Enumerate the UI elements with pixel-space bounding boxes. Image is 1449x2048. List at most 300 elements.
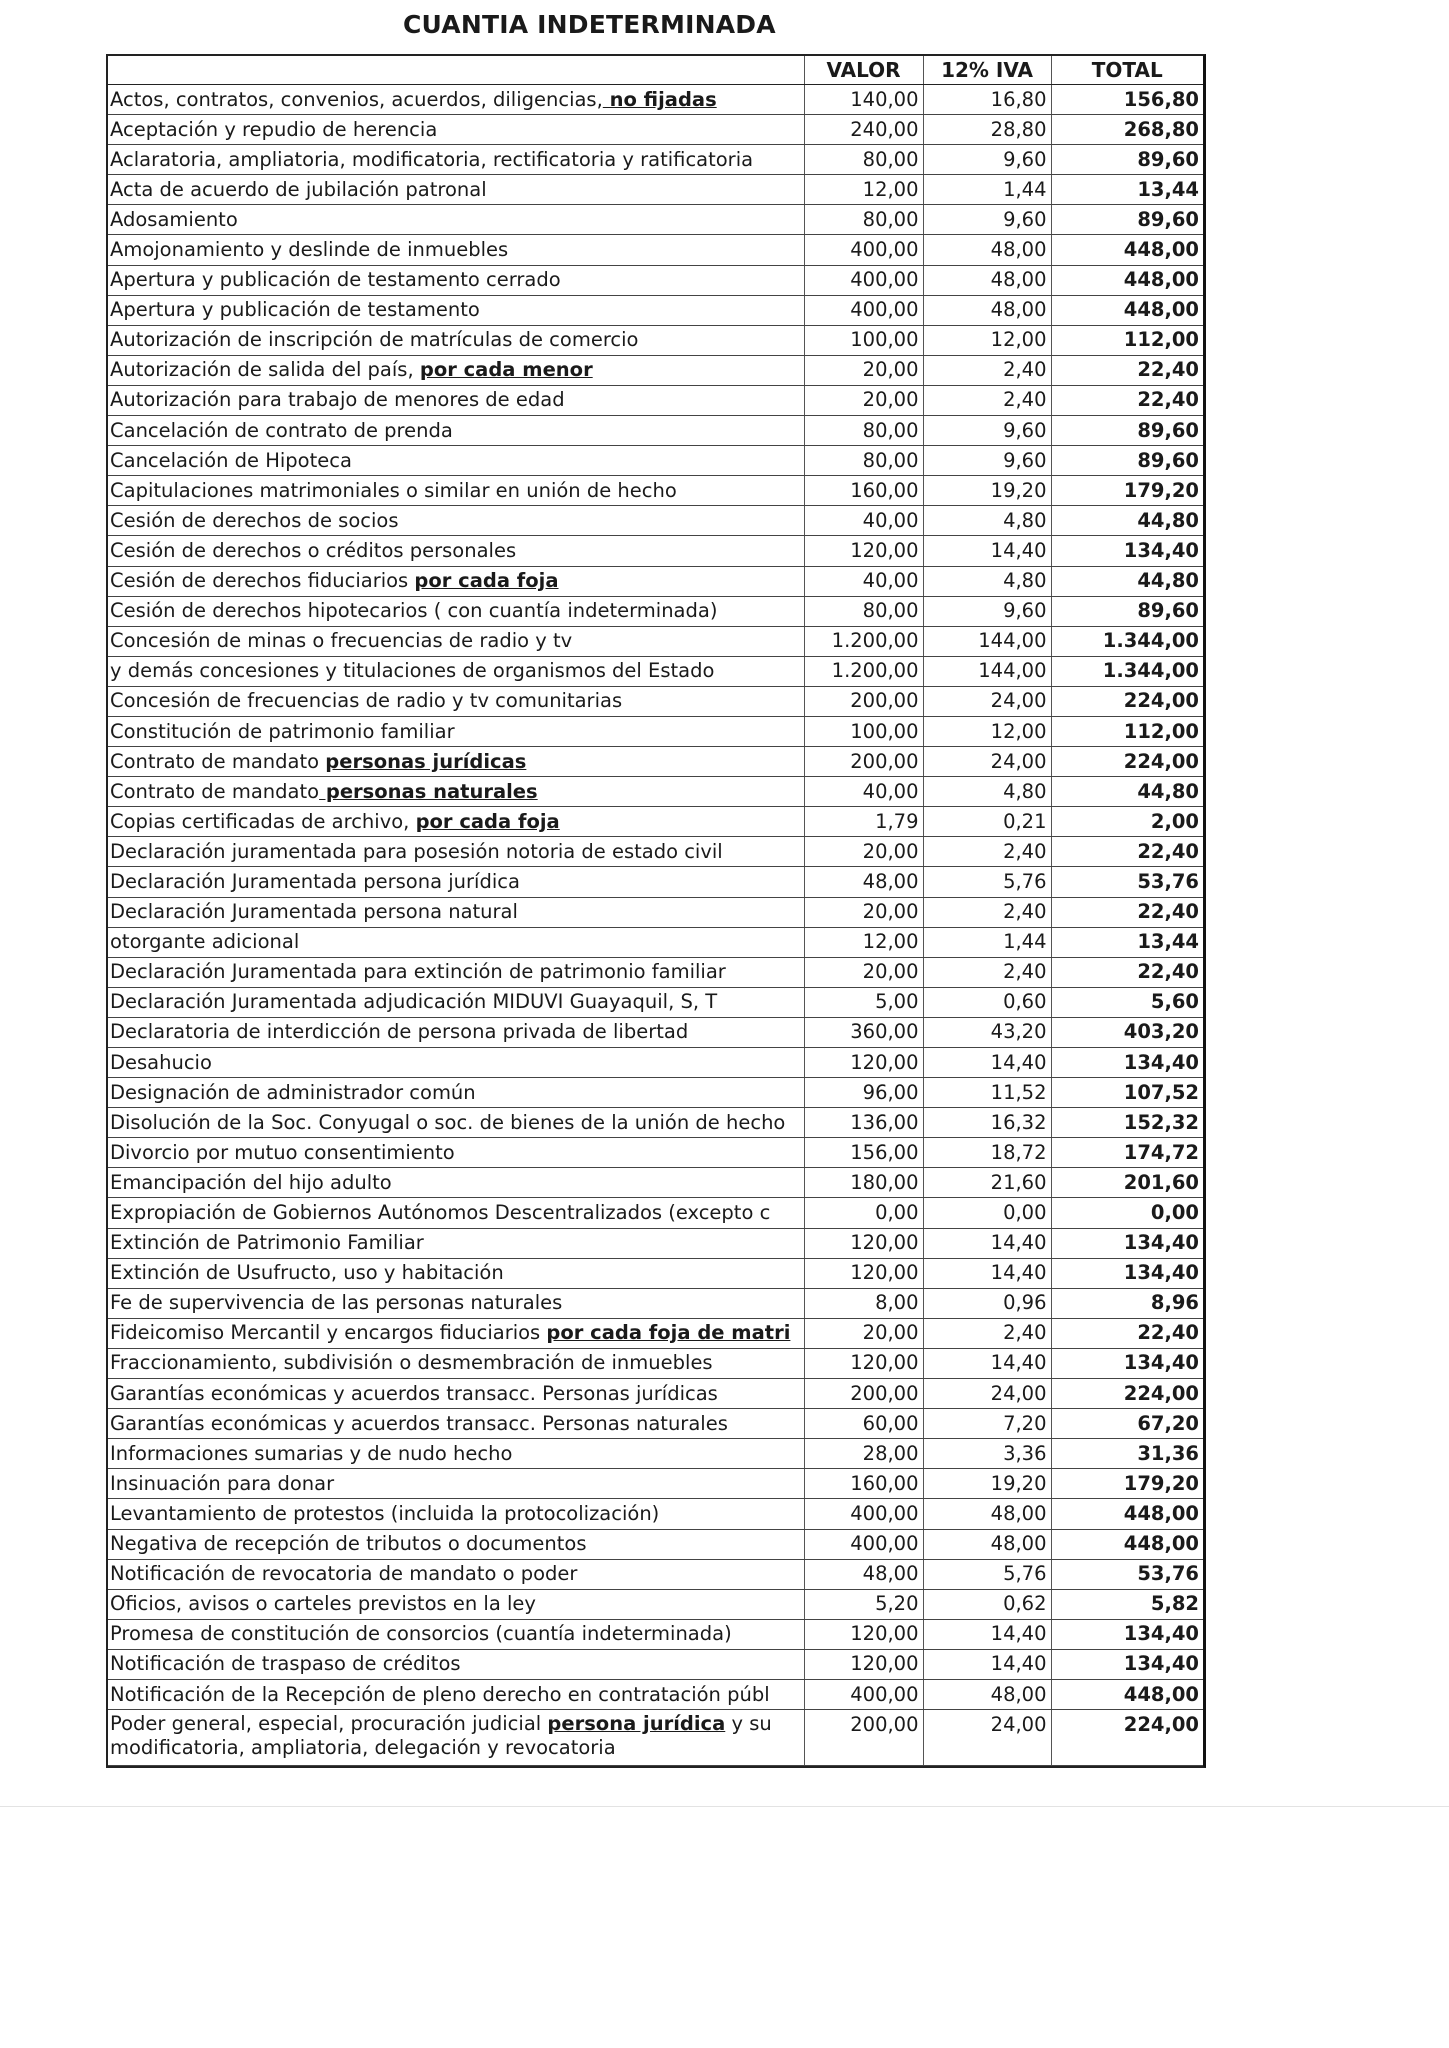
row-iva: 144,00 xyxy=(923,656,1051,686)
description-text: Insinuación para donar xyxy=(110,1471,335,1495)
description-text: Fe de supervivencia de las personas naturales xyxy=(110,1291,563,1315)
row-total: 53,76 xyxy=(1051,1559,1203,1589)
description-text: Adosamiento xyxy=(110,207,238,231)
row-iva: 9,60 xyxy=(923,596,1051,626)
table-row xyxy=(108,626,1203,656)
table-row xyxy=(108,867,1203,897)
description-text: Designación de administrador común xyxy=(110,1080,476,1104)
row-description xyxy=(108,205,804,235)
row-iva: 24,00 xyxy=(923,1710,1051,1766)
header-iva: 12% IVA xyxy=(923,56,1051,85)
table-row xyxy=(108,416,1203,446)
row-total: 134,40 xyxy=(1051,1348,1203,1378)
description-text: Aceptación y repudio de herencia xyxy=(110,117,438,141)
table-row xyxy=(108,686,1203,716)
table-row xyxy=(108,115,1203,145)
row-description xyxy=(108,807,804,837)
row-iva: 48,00 xyxy=(923,295,1051,325)
row-iva: 16,32 xyxy=(923,1108,1051,1138)
row-valor: 100,00 xyxy=(804,325,923,355)
row-iva: 2,40 xyxy=(923,897,1051,927)
row-description xyxy=(108,1108,804,1138)
row-iva: 4,80 xyxy=(923,777,1051,807)
table-row xyxy=(108,987,1203,1017)
row-description xyxy=(108,1168,804,1198)
row-valor: 20,00 xyxy=(804,355,923,385)
row-valor: 40,00 xyxy=(804,777,923,807)
row-valor: 400,00 xyxy=(804,1499,923,1529)
row-description xyxy=(108,1288,804,1318)
row-valor: 20,00 xyxy=(804,385,923,415)
row-description xyxy=(108,265,804,295)
row-description xyxy=(108,747,804,777)
row-total: 152,32 xyxy=(1051,1108,1203,1138)
row-valor: 40,00 xyxy=(804,566,923,596)
row-total: 22,40 xyxy=(1051,355,1203,385)
row-iva: 28,80 xyxy=(923,115,1051,145)
description-text: Cancelación de contrato de prenda xyxy=(110,418,453,442)
row-iva: 48,00 xyxy=(923,265,1051,295)
table-row xyxy=(108,566,1203,596)
row-valor: 96,00 xyxy=(804,1078,923,1108)
row-total: 89,60 xyxy=(1051,596,1203,626)
row-total: 0,00 xyxy=(1051,1198,1203,1228)
row-valor: 20,00 xyxy=(804,957,923,987)
description-text: Cesión de derechos hipotecarios ( con cuantía indeterminada) xyxy=(110,599,718,623)
row-description xyxy=(108,1258,804,1288)
row-valor: 400,00 xyxy=(804,265,923,295)
row-total: 89,60 xyxy=(1051,145,1203,175)
row-total: 22,40 xyxy=(1051,897,1203,927)
row-description xyxy=(108,716,804,746)
row-iva: 0,60 xyxy=(923,987,1051,1017)
row-total: 1.344,00 xyxy=(1051,656,1203,686)
row-iva: 48,00 xyxy=(923,1679,1051,1709)
row-description xyxy=(108,1048,804,1078)
row-iva: 1,44 xyxy=(923,927,1051,957)
row-iva: 0,00 xyxy=(923,1198,1051,1228)
description-text: Notificación de traspaso de créditos xyxy=(110,1652,461,1676)
row-total: 112,00 xyxy=(1051,716,1203,746)
description-text: Disolución de la Soc. Conyugal o soc. de bienes de la unión de hecho xyxy=(110,1110,786,1134)
table-row xyxy=(108,1017,1203,1047)
row-valor: 400,00 xyxy=(804,1529,923,1559)
table-row xyxy=(108,175,1203,205)
row-description xyxy=(108,777,804,807)
row-total: 134,40 xyxy=(1051,1228,1203,1258)
table-row xyxy=(108,1559,1203,1589)
row-total: 112,00 xyxy=(1051,325,1203,355)
row-iva: 9,60 xyxy=(923,205,1051,235)
row-valor: 120,00 xyxy=(804,1348,923,1378)
table-row xyxy=(108,235,1203,265)
description-text: Informaciones sumarias y de nudo hecho xyxy=(110,1441,513,1465)
row-total: 8,96 xyxy=(1051,1288,1203,1318)
description-tail: y su modificatoria, ampliatoria, delegación y revocatoria xyxy=(110,1712,772,1760)
row-description xyxy=(108,1017,804,1047)
table-row xyxy=(108,85,1203,115)
table-header-row xyxy=(108,56,1203,85)
description-text: Extinción de Usufructo, uso y habitación xyxy=(110,1261,504,1285)
description-text: Negativa de recepción de tributos o documentos xyxy=(110,1532,587,1556)
description-text: Fraccionamiento, subdivisión o desmembración de inmuebles xyxy=(110,1351,713,1375)
row-description xyxy=(108,85,804,115)
row-description xyxy=(108,1409,804,1439)
description-text: Extinción de Patrimonio Familiar xyxy=(110,1231,424,1255)
row-total: 134,40 xyxy=(1051,1258,1203,1288)
row-total: 53,76 xyxy=(1051,867,1203,897)
row-total: 5,60 xyxy=(1051,987,1203,1017)
table-row xyxy=(108,1318,1203,1348)
row-iva: 3,36 xyxy=(923,1439,1051,1469)
row-description xyxy=(108,1499,804,1529)
table-row xyxy=(108,1469,1203,1499)
description-text: Autorización de inscripción de matrículas de comercio xyxy=(110,328,639,352)
description-emphasis: persona jurídica xyxy=(547,1712,726,1736)
table-row xyxy=(108,927,1203,957)
row-valor: 360,00 xyxy=(804,1017,923,1047)
table-row xyxy=(108,1078,1203,1108)
row-valor: 80,00 xyxy=(804,205,923,235)
row-description xyxy=(108,476,804,506)
row-total: 31,36 xyxy=(1051,1439,1203,1469)
description-text: Emancipación del hijo adulto xyxy=(110,1170,392,1194)
row-valor: 120,00 xyxy=(804,536,923,566)
row-iva: 48,00 xyxy=(923,235,1051,265)
row-description xyxy=(108,1379,804,1409)
row-iva: 5,76 xyxy=(923,867,1051,897)
table-row xyxy=(108,1228,1203,1258)
table-row xyxy=(108,476,1203,506)
row-description xyxy=(108,1439,804,1469)
row-valor: 200,00 xyxy=(804,1710,923,1766)
description-emphasis: por cada foja de matri xyxy=(546,1321,791,1345)
table-row xyxy=(108,1048,1203,1078)
row-total: 224,00 xyxy=(1051,1379,1203,1409)
row-iva: 0,62 xyxy=(923,1589,1051,1619)
description-emphasis: por cada foja xyxy=(415,809,560,833)
row-total: 67,20 xyxy=(1051,1409,1203,1439)
table-row xyxy=(108,355,1203,385)
page-title: CUANTIA INDETERMINADA xyxy=(403,10,776,39)
row-total: 44,80 xyxy=(1051,506,1203,536)
table-row xyxy=(108,807,1203,837)
row-valor: 28,00 xyxy=(804,1439,923,1469)
row-iva: 21,60 xyxy=(923,1168,1051,1198)
row-valor: 400,00 xyxy=(804,295,923,325)
row-total: 156,80 xyxy=(1051,85,1203,115)
row-description xyxy=(108,837,804,867)
row-valor: 5,00 xyxy=(804,987,923,1017)
description-text: Poder general, especial, procuración judicial xyxy=(110,1712,548,1736)
description-text: Oficios, avisos o carteles previstos en la ley xyxy=(110,1592,536,1616)
row-iva: 9,60 xyxy=(923,416,1051,446)
table-row xyxy=(108,1258,1203,1288)
table-row xyxy=(108,656,1203,686)
row-iva: 9,60 xyxy=(923,145,1051,175)
row-total: 134,40 xyxy=(1051,1048,1203,1078)
description-emphasis: por cada menor xyxy=(419,358,593,382)
row-valor: 120,00 xyxy=(804,1649,923,1679)
row-total: 22,40 xyxy=(1051,385,1203,415)
row-valor: 180,00 xyxy=(804,1168,923,1198)
description-text: Aclaratoria, ampliatoria, modificatoria, rectificatoria y ratificatoria xyxy=(110,147,754,171)
description-text: Copias certificadas de archivo, xyxy=(110,809,416,833)
table-row xyxy=(108,1348,1203,1378)
row-iva: 14,40 xyxy=(923,1649,1051,1679)
table-row xyxy=(108,265,1203,295)
table-row xyxy=(108,1589,1203,1619)
row-valor: 1.200,00 xyxy=(804,626,923,656)
row-total: 107,52 xyxy=(1051,1078,1203,1108)
description-text: Declaración Juramentada persona natural xyxy=(110,900,518,924)
row-description xyxy=(108,536,804,566)
row-iva: 2,40 xyxy=(923,385,1051,415)
row-iva: 43,20 xyxy=(923,1017,1051,1047)
row-total: 448,00 xyxy=(1051,1679,1203,1709)
row-valor: 48,00 xyxy=(804,1559,923,1589)
row-iva: 144,00 xyxy=(923,626,1051,656)
table-body xyxy=(108,85,1203,1766)
header-total: TOTAL xyxy=(1051,56,1203,85)
row-valor: 80,00 xyxy=(804,145,923,175)
description-text: Capitulaciones matrimoniales o similar en unión de hecho xyxy=(110,478,677,502)
row-description xyxy=(108,1529,804,1559)
table-row xyxy=(108,837,1203,867)
row-description xyxy=(108,295,804,325)
row-iva: 2,40 xyxy=(923,957,1051,987)
table-row xyxy=(108,325,1203,355)
description-emphasis: personas naturales xyxy=(319,779,538,803)
row-description xyxy=(108,1138,804,1168)
row-description xyxy=(108,957,804,987)
description-text: Promesa de constitución de consorcios (cuantía indeterminada) xyxy=(110,1622,732,1646)
description-emphasis: personas jurídicas xyxy=(325,749,527,773)
row-description xyxy=(108,115,804,145)
description-text: Declaración Juramentada para extinción de patrimonio familiar xyxy=(110,960,726,984)
table-row xyxy=(108,1168,1203,1198)
description-text: Declaración Juramentada persona jurídica xyxy=(110,869,520,893)
row-valor: 12,00 xyxy=(804,175,923,205)
table-row xyxy=(108,1679,1203,1709)
description-text: Notificación de revocatoria de mandato o poder xyxy=(110,1562,578,1586)
header-valor: VALOR xyxy=(804,56,923,85)
row-iva: 7,20 xyxy=(923,1409,1051,1439)
row-description xyxy=(108,1078,804,1108)
description-text: Contrato de mandato xyxy=(110,749,326,773)
row-total: 448,00 xyxy=(1051,1529,1203,1559)
row-iva: 19,20 xyxy=(923,476,1051,506)
description-text: Apertura y publicación de testamento xyxy=(110,298,480,322)
row-valor: 60,00 xyxy=(804,1409,923,1439)
row-iva: 5,76 xyxy=(923,1559,1051,1589)
description-emphasis: por cada foja xyxy=(414,569,559,593)
row-valor: 120,00 xyxy=(804,1048,923,1078)
row-iva: 2,40 xyxy=(923,837,1051,867)
description-text: Declaratoria de interdicción de persona privada de libertad xyxy=(110,1020,689,1044)
row-description xyxy=(108,1198,804,1228)
row-valor: 160,00 xyxy=(804,476,923,506)
row-total: 44,80 xyxy=(1051,566,1203,596)
table-row xyxy=(108,1619,1203,1649)
row-description xyxy=(108,1469,804,1499)
row-description xyxy=(108,1348,804,1378)
row-description xyxy=(108,626,804,656)
row-description xyxy=(108,506,804,536)
row-iva: 14,40 xyxy=(923,1258,1051,1288)
description-text: Amojonamiento y deslinde de inmuebles xyxy=(110,238,509,262)
row-valor: 0,00 xyxy=(804,1198,923,1228)
description-text: Levantamiento de protestos (incluida la protocolización) xyxy=(110,1501,660,1525)
row-total: 89,60 xyxy=(1051,416,1203,446)
row-valor: 20,00 xyxy=(804,897,923,927)
row-valor: 200,00 xyxy=(804,1379,923,1409)
table-row xyxy=(108,145,1203,175)
description-text: otorgante adicional xyxy=(110,930,300,954)
row-valor: 140,00 xyxy=(804,85,923,115)
row-valor: 8,00 xyxy=(804,1288,923,1318)
row-valor: 48,00 xyxy=(804,867,923,897)
table-row xyxy=(108,1439,1203,1469)
row-iva: 24,00 xyxy=(923,686,1051,716)
description-text: Garantías económicas y acuerdos transacc. Personas naturales xyxy=(110,1411,728,1435)
row-total: 134,40 xyxy=(1051,536,1203,566)
scan-edge-line xyxy=(0,1806,1449,1807)
row-valor: 20,00 xyxy=(804,1318,923,1348)
row-iva: 14,40 xyxy=(923,1348,1051,1378)
row-iva: 2,40 xyxy=(923,1318,1051,1348)
row-total: 224,00 xyxy=(1051,686,1203,716)
row-valor: 136,00 xyxy=(804,1108,923,1138)
row-iva: 14,40 xyxy=(923,1619,1051,1649)
table-row xyxy=(108,536,1203,566)
row-valor: 120,00 xyxy=(804,1619,923,1649)
row-description xyxy=(108,927,804,957)
row-description xyxy=(108,1649,804,1679)
row-valor: 5,20 xyxy=(804,1589,923,1619)
description-text: Apertura y publicación de testamento cerrado xyxy=(110,268,561,292)
row-total: 134,40 xyxy=(1051,1619,1203,1649)
table-row xyxy=(108,1529,1203,1559)
row-valor: 100,00 xyxy=(804,716,923,746)
row-total: 174,72 xyxy=(1051,1138,1203,1168)
table-row xyxy=(108,446,1203,476)
table-row xyxy=(108,1108,1203,1138)
description-text: Cesión de derechos de socios xyxy=(110,508,399,532)
row-description xyxy=(108,1589,804,1619)
description-text: Expropiación de Gobiernos Autónomos Descentralizados (excepto c xyxy=(110,1201,771,1225)
row-iva: 19,20 xyxy=(923,1469,1051,1499)
description-text: Autorización para trabajo de menores de edad xyxy=(110,388,565,412)
row-description xyxy=(108,385,804,415)
row-total: 44,80 xyxy=(1051,777,1203,807)
description-text: Declaración Juramentada adjudicación MIDUVI Guayaquil, S, T xyxy=(110,990,718,1014)
row-iva: 24,00 xyxy=(923,747,1051,777)
row-description xyxy=(108,1559,804,1589)
table-row xyxy=(108,897,1203,927)
table-row xyxy=(108,1649,1203,1679)
description-text: Fideicomiso Mercantil y encargos fiduciarios xyxy=(110,1321,547,1345)
row-total: 179,20 xyxy=(1051,476,1203,506)
row-total: 22,40 xyxy=(1051,957,1203,987)
row-valor: 400,00 xyxy=(804,1679,923,1709)
description-text: Concesión de frecuencias de radio y tv comunitarias xyxy=(110,689,623,713)
row-iva: 12,00 xyxy=(923,325,1051,355)
row-total: 1.344,00 xyxy=(1051,626,1203,656)
description-text: Actos, contratos, convenios, acuerdos, diligencias, xyxy=(110,87,603,111)
row-iva: 1,44 xyxy=(923,175,1051,205)
description-text: Concesión de minas o frecuencias de radio y tv xyxy=(110,629,573,653)
description-text: y demás concesiones y titulaciones de organismos del Estado xyxy=(110,659,715,683)
row-iva: 9,60 xyxy=(923,446,1051,476)
table-row xyxy=(108,1379,1203,1409)
row-total: 448,00 xyxy=(1051,1499,1203,1529)
table-row xyxy=(108,777,1203,807)
row-iva: 18,72 xyxy=(923,1138,1051,1168)
description-text: Autorización de salida del país, xyxy=(110,358,420,382)
description-text: Desahucio xyxy=(110,1050,212,1074)
row-valor: 40,00 xyxy=(804,506,923,536)
row-description xyxy=(108,325,804,355)
row-description xyxy=(108,175,804,205)
table-row xyxy=(108,957,1203,987)
table-row xyxy=(108,1499,1203,1529)
row-total: 268,80 xyxy=(1051,115,1203,145)
table-row xyxy=(108,1288,1203,1318)
row-description xyxy=(108,446,804,476)
row-iva: 2,40 xyxy=(923,355,1051,385)
row-valor: 156,00 xyxy=(804,1138,923,1168)
row-total: 13,44 xyxy=(1051,175,1203,205)
row-total: 89,60 xyxy=(1051,446,1203,476)
row-iva: 12,00 xyxy=(923,716,1051,746)
row-description xyxy=(108,1679,804,1709)
row-iva: 48,00 xyxy=(923,1529,1051,1559)
description-text: Cesión de derechos o créditos personales xyxy=(110,538,517,562)
table-row xyxy=(108,506,1203,536)
description-text: Acta de acuerdo de jubilación patronal xyxy=(110,177,487,201)
row-iva: 16,80 xyxy=(923,85,1051,115)
description-text: Divorcio por mutuo consentimiento xyxy=(110,1140,455,1164)
row-valor: 400,00 xyxy=(804,235,923,265)
row-description xyxy=(108,1710,804,1766)
row-valor: 200,00 xyxy=(804,747,923,777)
row-description xyxy=(108,656,804,686)
row-description xyxy=(108,355,804,385)
row-valor: 160,00 xyxy=(804,1469,923,1499)
row-total: 13,44 xyxy=(1051,927,1203,957)
row-description xyxy=(108,686,804,716)
fee-table-container xyxy=(106,54,1206,1768)
row-iva: 14,40 xyxy=(923,1228,1051,1258)
row-iva: 0,21 xyxy=(923,807,1051,837)
table-row xyxy=(108,205,1203,235)
row-valor: 80,00 xyxy=(804,596,923,626)
row-description xyxy=(108,235,804,265)
table-row xyxy=(108,385,1203,415)
row-total: 22,40 xyxy=(1051,837,1203,867)
row-total: 5,82 xyxy=(1051,1589,1203,1619)
row-description xyxy=(108,987,804,1017)
row-iva: 48,00 xyxy=(923,1499,1051,1529)
row-total: 89,60 xyxy=(1051,205,1203,235)
row-description xyxy=(108,1228,804,1258)
row-valor: 200,00 xyxy=(804,686,923,716)
description-text: Garantías económicas y acuerdos transacc. Personas jurídicas xyxy=(110,1381,718,1405)
row-valor: 12,00 xyxy=(804,927,923,957)
row-iva: 14,40 xyxy=(923,1048,1051,1078)
row-total: 448,00 xyxy=(1051,265,1203,295)
